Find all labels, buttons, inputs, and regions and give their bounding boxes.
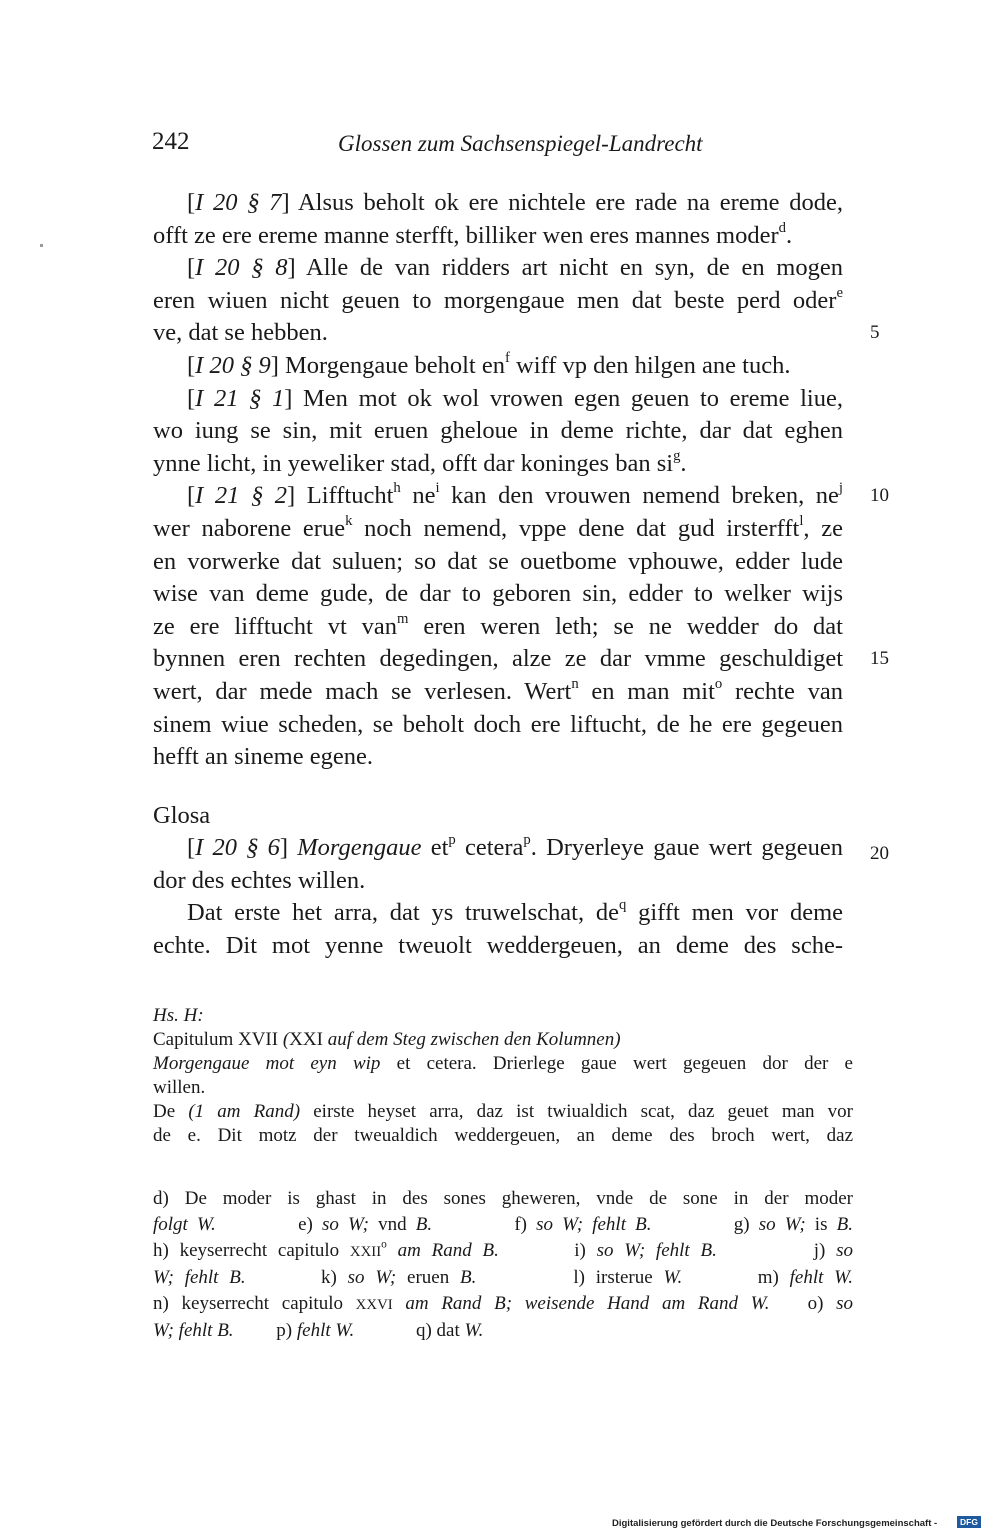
manuscript-h-block: Hs. H: Capitulum XVII (XXI auf dem Steg zwischen den Kolumnen) Morgengaue mot eyn wip et cetera. Drierlege gaue wert gegeuen dor der e willen. De (1 am Rand) eirste heyset arra, daz ist twiualdich scat, daz geuet man vor de e. Dit motz der tweualdich weddergeuen, an deme des broch wert, daz — [153, 1005, 854, 1146]
line-number-15: 15 — [870, 648, 889, 669]
digitization-credit: Digitalisierung gefördert durch die Deutsche Forschungsgemeinschaft - — [612, 1518, 938, 1529]
stray-mark — [40, 244, 43, 247]
running-head: Glossen zum Sachsenspiegel-Landrecht — [338, 131, 703, 156]
main-text: [I 20 § 7] Alsus beholt ok ere nichtele ere rade na ereme dode, offt ze ere ereme manne sterfft, billiker wen eres mannes moder$^d$. [I 20 § 8] Alle de van ridders art nicht en syn, de en mogen eren wiuen nicht geuen to morgengaue men dat beste perd oder$^e$ ve, dat se hebben. [I 20 § 9] Morgengaue beholt $en^f$ wiff vp den hilgen ane tuch. [I 21 § 1] Men mot ok wol vrowen egen geuen to ereme liue, wo iung se sin, mit eruen gheloue in deme richte, dar dat eghen ynne licht, in yeweliker stad, offt dar koninges ban $si^g$. [I 21 § 2] Lifftucht$^h$ $ne^i$ kan den vrouwen nemend breken, $ne^j$ wer naborene erue$^k$ noch nemend, vppe dene dat gud irsterfft$^l$, ze en vorwerke dat suluen; so dat se ouetbome vphouwe, edder lude wise van deme gude, de dar to geboren sin, edder to welker wijs ze ere lifftucht vt van$^m$ eren weren leth; se ne wedder do dat bynnen eren rechten degedingen, alze ze dar vmme geschuldiget wert, dar mede mach se verlesen. Wert$^n$ en man mit$^o$ rechte van sinem wiue scheden, se beholt doch ere liftucht, de he ere gegeuen hefft an sineme egene. Glosa [I 20 § 6] Morgengaue $et^p$ cetera$^p$. Dryerleye gaue wert gegeuen dor des echtes willen. Dat erste het arra, dat ys truwelschat, $de^q$ gifft men vor deme echte. Dit mot yenne tweuolt weddergeuen, an deme des sche- — [153, 189, 844, 960]
line-number-5: 5 — [870, 322, 880, 343]
line-number-10: 10 — [870, 485, 889, 506]
line-number-20: 20 — [870, 843, 889, 864]
critical-apparatus: d) De moder is ghast in des sones gheweren, vnde de sone in der moder folgt W. e) so W; vnd B. f) so W; fehlt B. g) so W; is B. h) keyserrecht capitulo XXII$^o$ am Rand B. i) so W; fehlt B. j) so W; fehlt B. k) so W; eruen B. l) irsterue W. m) fehlt W. n) keyserrecht capitulo XXVI am Rand B; weisende Hand am Rand W. o) so W; fehlt B. p) fehlt W. q) dat W. — [153, 1188, 854, 1341]
page-number: 242 — [152, 128, 190, 155]
dfg-logo: DFG — [957, 1516, 981, 1528]
